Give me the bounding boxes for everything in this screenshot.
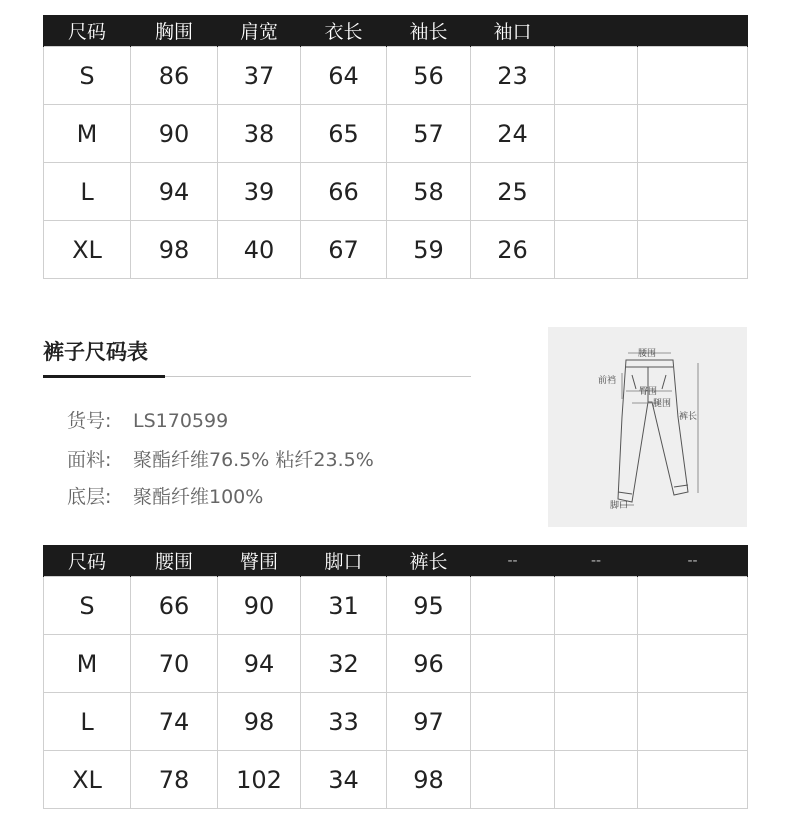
pants-header-row [44, 545, 748, 577]
table-cell [555, 47, 638, 105]
table-cell: 25 [471, 163, 555, 221]
table-row [44, 163, 748, 221]
table-cell: 59 [387, 221, 471, 279]
table-cell: 96 [387, 635, 471, 693]
table-cell [555, 635, 638, 693]
diagram-label-waist: 腰围 [638, 349, 657, 359]
table-cell: 38 [218, 105, 301, 163]
table-cell: 66 [301, 163, 387, 221]
column-header: 袖口 [471, 15, 555, 47]
title-accent-bar [43, 375, 165, 378]
table-cell: XL [44, 751, 131, 809]
table-cell: 32 [301, 635, 387, 693]
table-cell [471, 751, 555, 809]
table-cell: 31 [301, 577, 387, 635]
table-cell: 66 [131, 577, 218, 635]
table-cell: 70 [131, 635, 218, 693]
table-cell: 56 [387, 47, 471, 105]
table-cell [638, 635, 748, 693]
table-cell: 26 [471, 221, 555, 279]
diagram-label-hem: 脚口 [610, 501, 629, 511]
table-cell [471, 577, 555, 635]
table-row [44, 105, 748, 163]
column-header [638, 15, 748, 47]
table-cell: L [44, 163, 131, 221]
table-cell: 24 [471, 105, 555, 163]
table-cell [555, 105, 638, 163]
table-cell: L [44, 693, 131, 751]
table-cell: 37 [218, 47, 301, 105]
table-row [44, 635, 748, 693]
table-row [44, 693, 748, 751]
diagram-label-length: 裤长 [679, 412, 698, 422]
table-cell: 90 [218, 577, 301, 635]
table-cell: 33 [301, 693, 387, 751]
table-cell: XL [44, 221, 131, 279]
info-line-item-number [67, 406, 228, 433]
table-cell [638, 47, 748, 105]
table-row [44, 577, 748, 635]
table-cell: 39 [218, 163, 301, 221]
table-cell [555, 163, 638, 221]
info-label: 货号: [67, 410, 112, 432]
info-label: 面料: [67, 449, 112, 471]
column-header: -- [638, 545, 748, 577]
table-cell: S [44, 577, 131, 635]
table-cell: 94 [218, 635, 301, 693]
table-cell: 23 [471, 47, 555, 105]
column-header: 脚口 [301, 545, 387, 577]
diagram-label-front-rise: 前裆 [598, 376, 617, 386]
column-header: 肩宽 [218, 15, 301, 47]
table-cell: 86 [131, 47, 218, 105]
column-header: 袖长 [387, 15, 471, 47]
table-cell: 58 [387, 163, 471, 221]
info-line-fabric [67, 445, 374, 472]
table-row [44, 751, 748, 809]
table-cell: 64 [301, 47, 387, 105]
diagram-label-thigh: 腿围 [653, 399, 672, 409]
column-header: -- [555, 545, 638, 577]
table-cell [638, 693, 748, 751]
table-cell: 95 [387, 577, 471, 635]
info-value: 聚酯纤维100% [133, 486, 264, 508]
info-value: 聚酯纤维76.5% 粘纤23.5% [133, 449, 374, 471]
table-cell: M [44, 635, 131, 693]
column-header: 衣长 [301, 15, 387, 47]
column-header: 尺码 [44, 15, 131, 47]
column-header: 尺码 [44, 545, 131, 577]
table-cell: 94 [131, 163, 218, 221]
table-cell [555, 693, 638, 751]
table-row [44, 47, 748, 105]
shirt-header-row [44, 15, 748, 47]
table-cell: 40 [218, 221, 301, 279]
table-cell [471, 635, 555, 693]
table-cell [555, 577, 638, 635]
info-value: LS170599 [133, 410, 229, 432]
table-cell [555, 751, 638, 809]
table-cell: 57 [387, 105, 471, 163]
column-header: 臀围 [218, 545, 301, 577]
pants-measurement-diagram [548, 327, 747, 527]
table-cell [638, 163, 748, 221]
table-cell: 90 [131, 105, 218, 163]
table-cell: 102 [218, 751, 301, 809]
column-header: 腰围 [131, 545, 218, 577]
table-cell: 98 [218, 693, 301, 751]
column-header: 裤长 [387, 545, 471, 577]
pants-size-table [43, 545, 748, 809]
table-cell: 78 [131, 751, 218, 809]
info-line-lining [67, 482, 263, 509]
table-cell: 97 [387, 693, 471, 751]
column-header [555, 15, 638, 47]
table-cell: 98 [387, 751, 471, 809]
table-cell [471, 693, 555, 751]
pants-section-title: 裤子尺码表 [43, 340, 148, 364]
table-cell [555, 221, 638, 279]
table-cell [638, 751, 748, 809]
diagram-label-hip: 臀围 [639, 387, 658, 397]
table-cell: 98 [131, 221, 218, 279]
shirt-size-table [43, 15, 748, 279]
table-cell [638, 577, 748, 635]
column-header: 胸围 [131, 15, 218, 47]
table-cell: 67 [301, 221, 387, 279]
table-cell: 34 [301, 751, 387, 809]
table-cell: 65 [301, 105, 387, 163]
table-cell: S [44, 47, 131, 105]
table-row [44, 221, 748, 279]
info-label: 底层: [67, 486, 112, 508]
table-cell [638, 221, 748, 279]
column-header: -- [471, 545, 555, 577]
table-cell: 74 [131, 693, 218, 751]
table-cell [638, 105, 748, 163]
table-cell: M [44, 105, 131, 163]
